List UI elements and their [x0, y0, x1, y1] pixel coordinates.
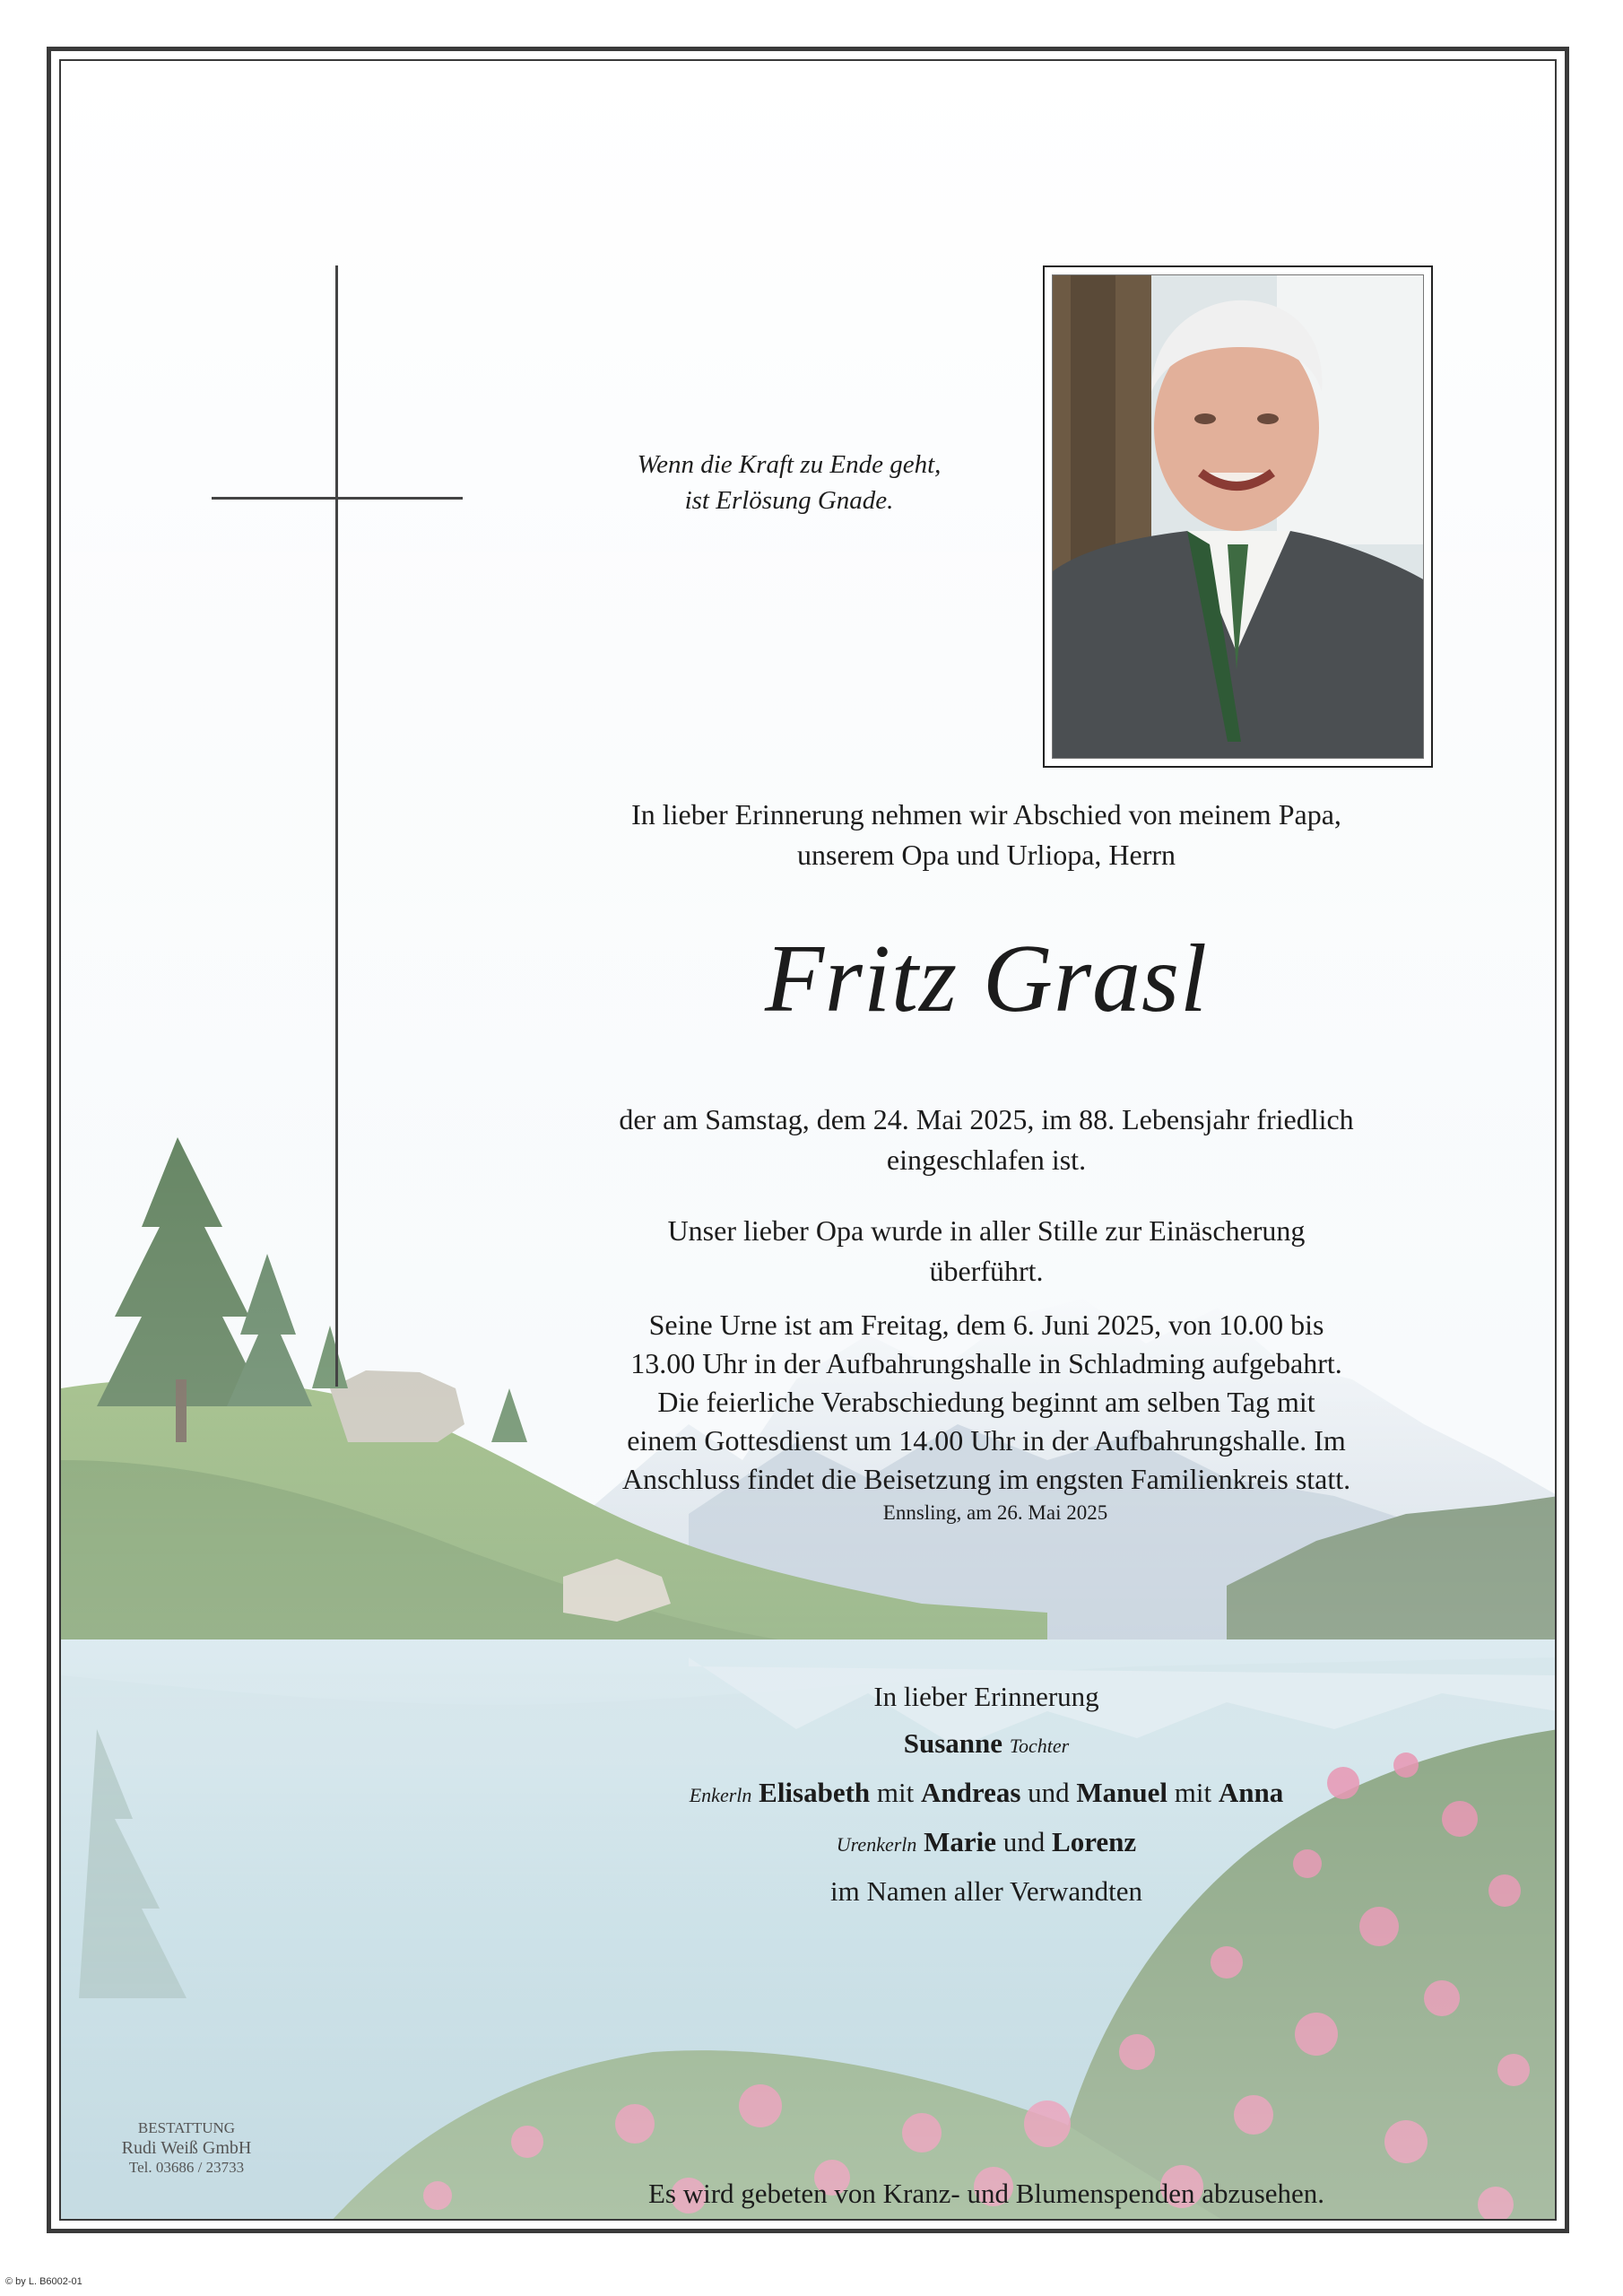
funeral-details — [502, 1306, 1471, 1499]
great-grandchild-name: Marie — [924, 1826, 997, 1857]
funeral-line-5: Anschluss findet die Beisetzung im engsten Familienkreis statt. — [621, 1463, 1351, 1495]
death-line-2: eingeschlafen ist. — [886, 1144, 1087, 1176]
great-grandchild-name: Lorenz — [1052, 1826, 1137, 1857]
cremation-line-1: Unser lieber Opa wurde in aller Stille zur Einäscherung — [667, 1214, 1306, 1247]
undertaker-line-2: Rudi Weiß GmbH — [121, 2138, 252, 2158]
motto-line-1: Wenn die Kraft zu Ende geht, — [637, 450, 942, 479]
intro-text — [538, 795, 1435, 875]
funeral-line-2: 13.00 Uhr in der Aufbahrungshalle in Schladming aufgebahrt. — [630, 1347, 1342, 1379]
death-line-1: der am Samstag, dem 24. Mai 2025, im 88. Lebensjahr friedlich — [619, 1103, 1354, 1135]
connector-word: mit — [1174, 1777, 1212, 1808]
grandchild-name: Elisabeth — [759, 1777, 871, 1808]
great-grandchildren-relation: Urenkerln — [836, 1833, 917, 1856]
footer-code: © by L. B6002-01 — [5, 2276, 82, 2287]
daughter-relation: Tochter — [1009, 1735, 1070, 1757]
cremation-line-2: überführt. — [929, 1255, 1044, 1287]
portrait-illustration — [1053, 275, 1424, 759]
place-and-date: Ennsling, am 26. Mai 2025 — [882, 1501, 1108, 1524]
cross-vertical-bar — [335, 265, 338, 1387]
funeral-line-3: Die feierliche Verabschiedung beginnt am selben Tag mit — [657, 1386, 1315, 1418]
intro-line-1: In lieber Erinnerung nehmen wir Abschied von meinem Papa, — [631, 798, 1341, 831]
grandchildren-relation: Enkerln — [689, 1784, 752, 1806]
partner-name: Anna — [1218, 1777, 1284, 1808]
cremation-notice — [538, 1211, 1435, 1292]
grandchild-name: Manuel — [1076, 1777, 1168, 1808]
deceased-name: Fritz Grasl — [764, 926, 1209, 1032]
motto-quote — [574, 447, 1004, 518]
intro-line-2: unserem Opa und Urliopa, Herrn — [796, 839, 1176, 871]
daughter-name: Susanne — [903, 1727, 1003, 1759]
funeral-line-4: einem Gottesdienst um 14.00 Uhr in der Aufbahrungshalle. Im — [627, 1424, 1346, 1457]
funeral-line-1: Seine Urne ist am Freitag, dem 6. Juni 2025, von 10.00 bis — [648, 1309, 1324, 1341]
cross-horizontal-bar — [212, 497, 463, 500]
bereaved-daughter — [538, 1720, 1435, 1770]
bereaved-great-grandchildren — [538, 1819, 1435, 1868]
connector-word: und — [1002, 1826, 1046, 1857]
undertaker-line-1: BESTATTUNG — [137, 2119, 236, 2136]
connector-word: mit — [876, 1777, 915, 1808]
undertaker-line-3: Tel. 03686 / 23733 — [128, 2159, 245, 2176]
donation-request: Es wird gebeten von Kranz- und Blumenspenden abzusehen. — [647, 2178, 1325, 2209]
bereaved-list — [538, 1674, 1435, 1915]
motto-line-2: ist Erlösung Gnade. — [684, 486, 894, 515]
portrait-photo — [1052, 274, 1424, 759]
bereaved-heading: In lieber Erinnerung — [873, 1681, 1099, 1712]
bereaved-closing: im Namen aller Verwandten — [829, 1875, 1143, 1907]
partner-name: Andreas — [921, 1777, 1021, 1808]
bereaved-grandchildren — [538, 1770, 1435, 1819]
undertaker-stamp — [106, 2118, 267, 2178]
death-notice — [538, 1100, 1435, 1180]
connector-word: und — [1028, 1777, 1070, 1808]
